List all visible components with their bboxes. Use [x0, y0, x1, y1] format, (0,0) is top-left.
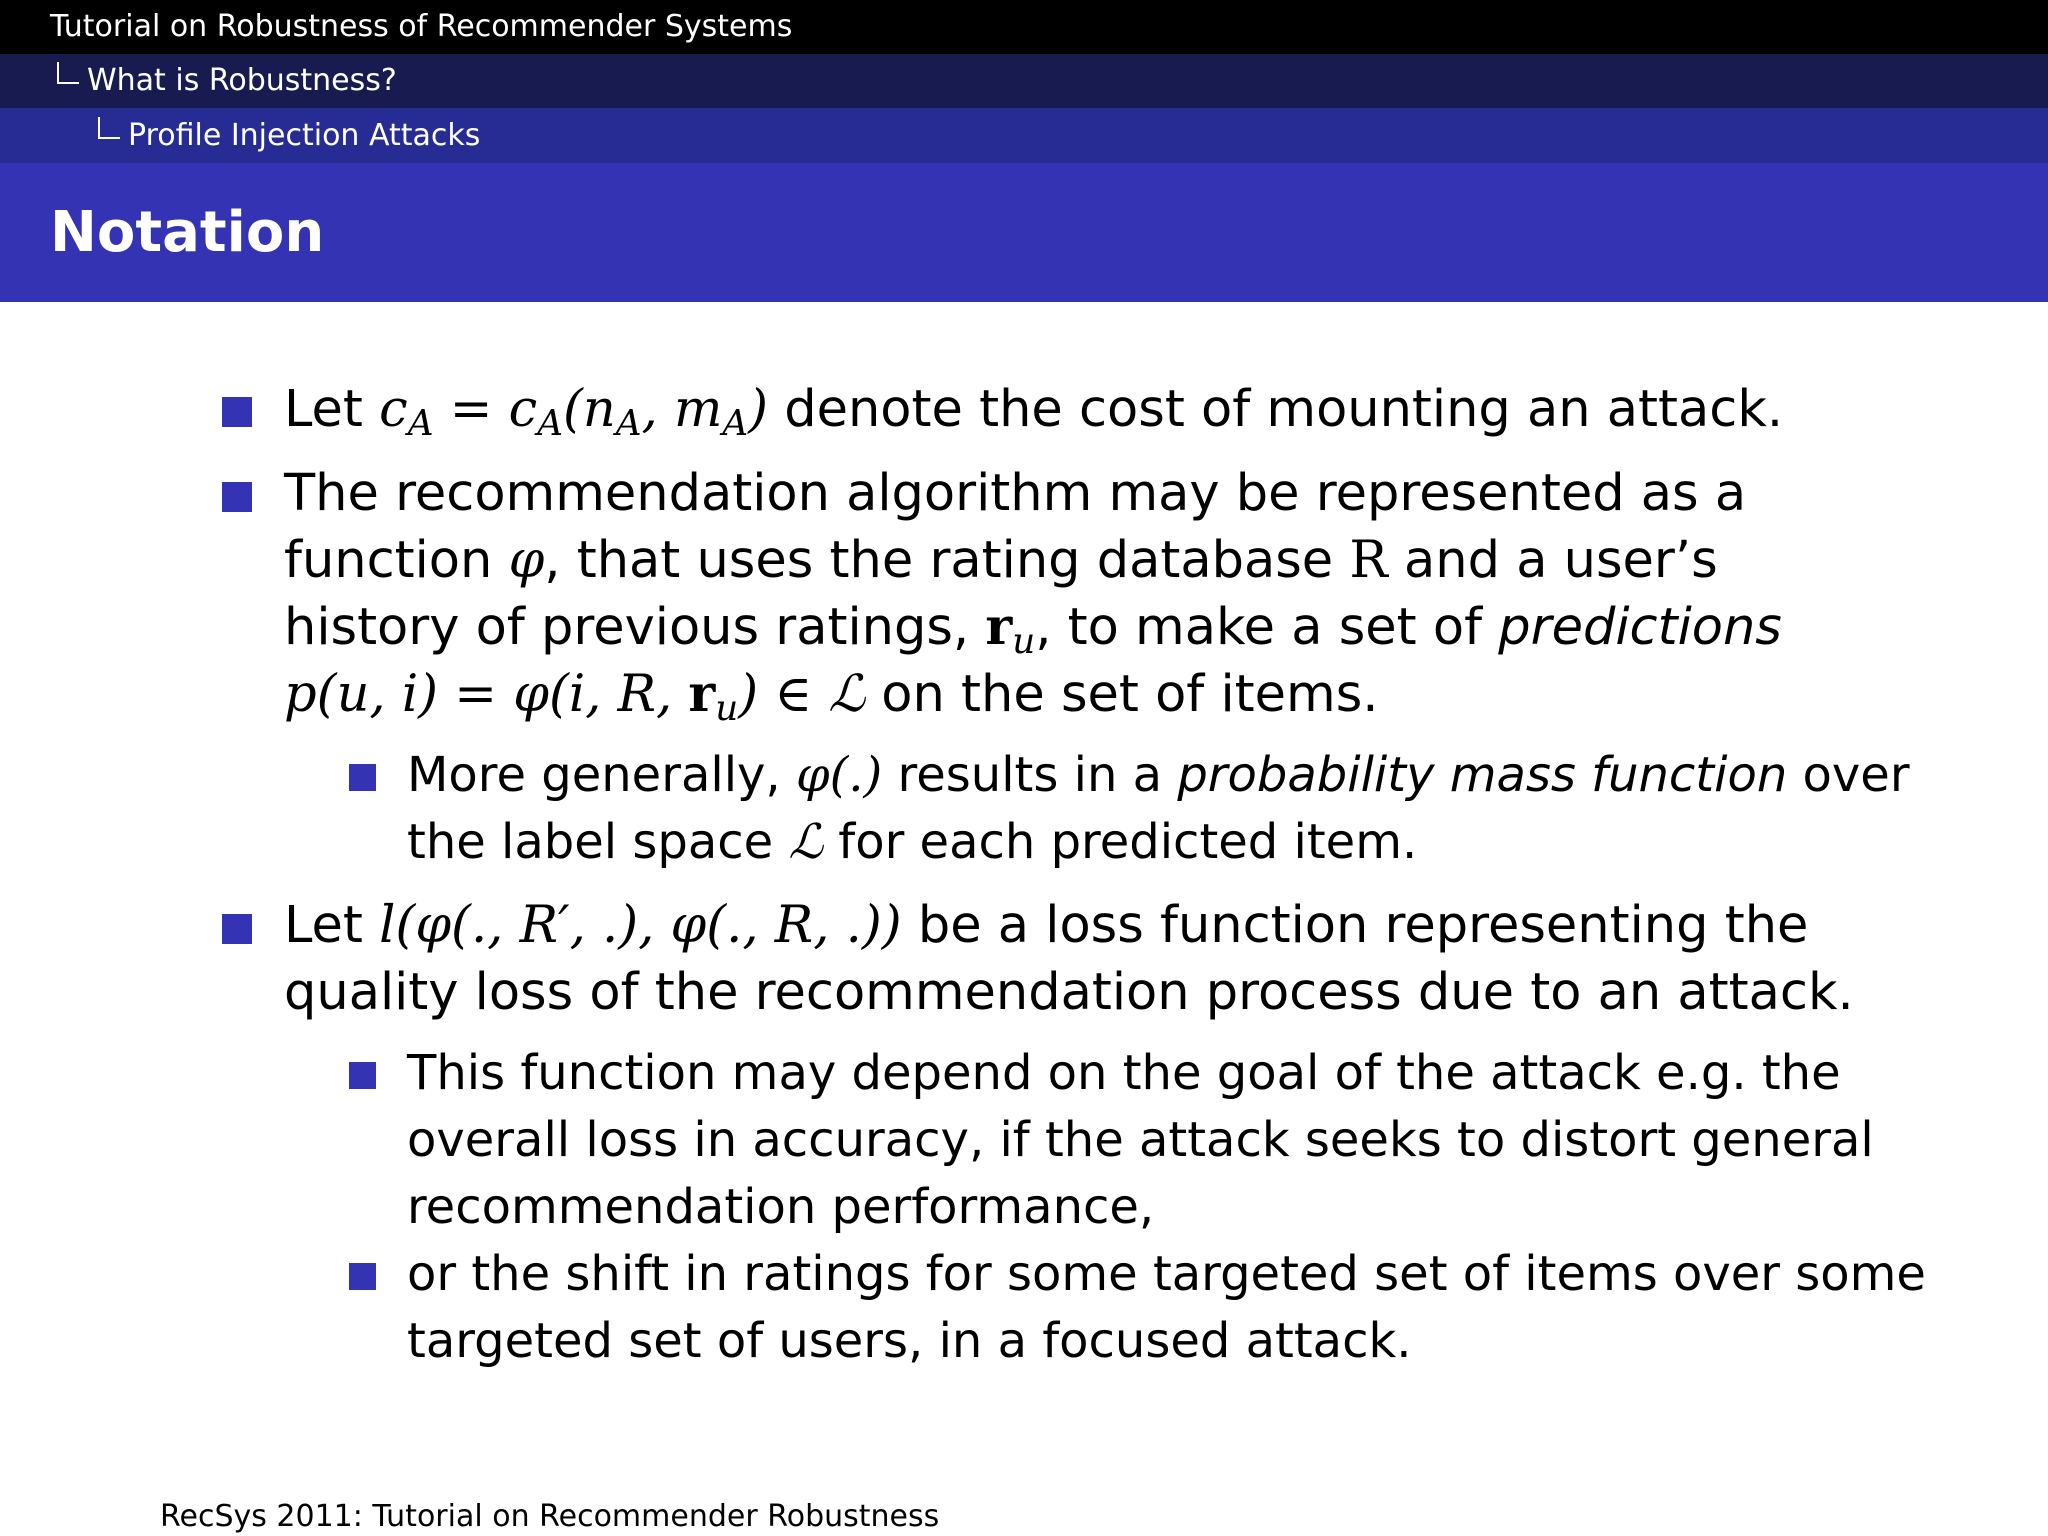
sub-bullet-goal-line1: This function may depend on the goal of the attack e.g. the [407, 1045, 1841, 1101]
tree-corner-icon [98, 117, 120, 139]
bullet-algorithm-line1: The recommendation algorithm may be represented as a [284, 464, 1747, 523]
math-cost: $c_A = c_A(n_A$, $m_A$) [379, 380, 769, 444]
bullet-square-icon [222, 482, 252, 512]
sub-bullet-pmf-line1: More generally, φ(.) results in a probability mass function over [407, 747, 1910, 803]
math-prediction: p(u, i) = φ(i, R, $r_u$) ∈ ℒ [284, 664, 866, 729]
presentation-title-bar [0, 0, 2048, 54]
sub-bullet-square-icon [349, 1263, 376, 1290]
bullet-square-icon [222, 914, 252, 944]
section-title: What is Robustness? [87, 63, 397, 98]
sub-bullet-square-icon [349, 1062, 376, 1089]
footer-text: RecSys 2011: Tutorial on Recommender Robustness [160, 1499, 940, 1534]
sub-bullet-goal-line3: recommendation performance, [407, 1179, 1155, 1235]
bullet-algorithm-line4: p(u, i) = φ(i, R, $r_u$) ∈ ℒ on the set of items. [284, 664, 1379, 729]
subsection-bar [0, 108, 2048, 163]
bullet-loss-line1: Let l(φ(., R′, .), φ(., R, .)) be a loss function representing the [284, 896, 1809, 955]
presentation-title: Tutorial on Robustness of Recommender Systems [50, 9, 793, 44]
tree-corner-icon [57, 62, 79, 84]
sub-bullet-square-icon [349, 764, 376, 791]
slide-content [0, 302, 2048, 1442]
frame-title-bar [0, 163, 2048, 302]
sub-bullet-shift-line1: or the shift in ratings for some targeted set of items over some [407, 1246, 1926, 1302]
bullet-square-icon [222, 397, 252, 427]
bullet-cost: Let $c_A = c_A(n_A$, $m_A$) denote the cost of mounting an attack. [284, 380, 1784, 444]
bullet-algorithm-line2: function φ, that uses the rating database R and a user’s [284, 531, 1718, 590]
math-loss: l(φ(., R′, .), φ(., R, .)) [379, 896, 902, 955]
section-bar [0, 54, 2048, 108]
bullet-algorithm-line3: history of previous ratings, $r_u$, to make a set of predictions [284, 597, 1782, 662]
sub-bullet-shift-line2: targeted set of users, in a focused attack. [407, 1313, 1412, 1369]
frame-title: Notation [50, 200, 325, 265]
subsection-title: Profile Injection Attacks [128, 118, 481, 153]
bullet-loss-line2: quality loss of the recommendation process due to an attack. [284, 963, 1854, 1022]
sub-bullet-goal-line2: overall loss in accuracy, if the attack seeks to distort general [407, 1112, 1874, 1168]
sub-bullet-pmf-line2: the label space ℒ for each predicted item. [407, 814, 1418, 870]
